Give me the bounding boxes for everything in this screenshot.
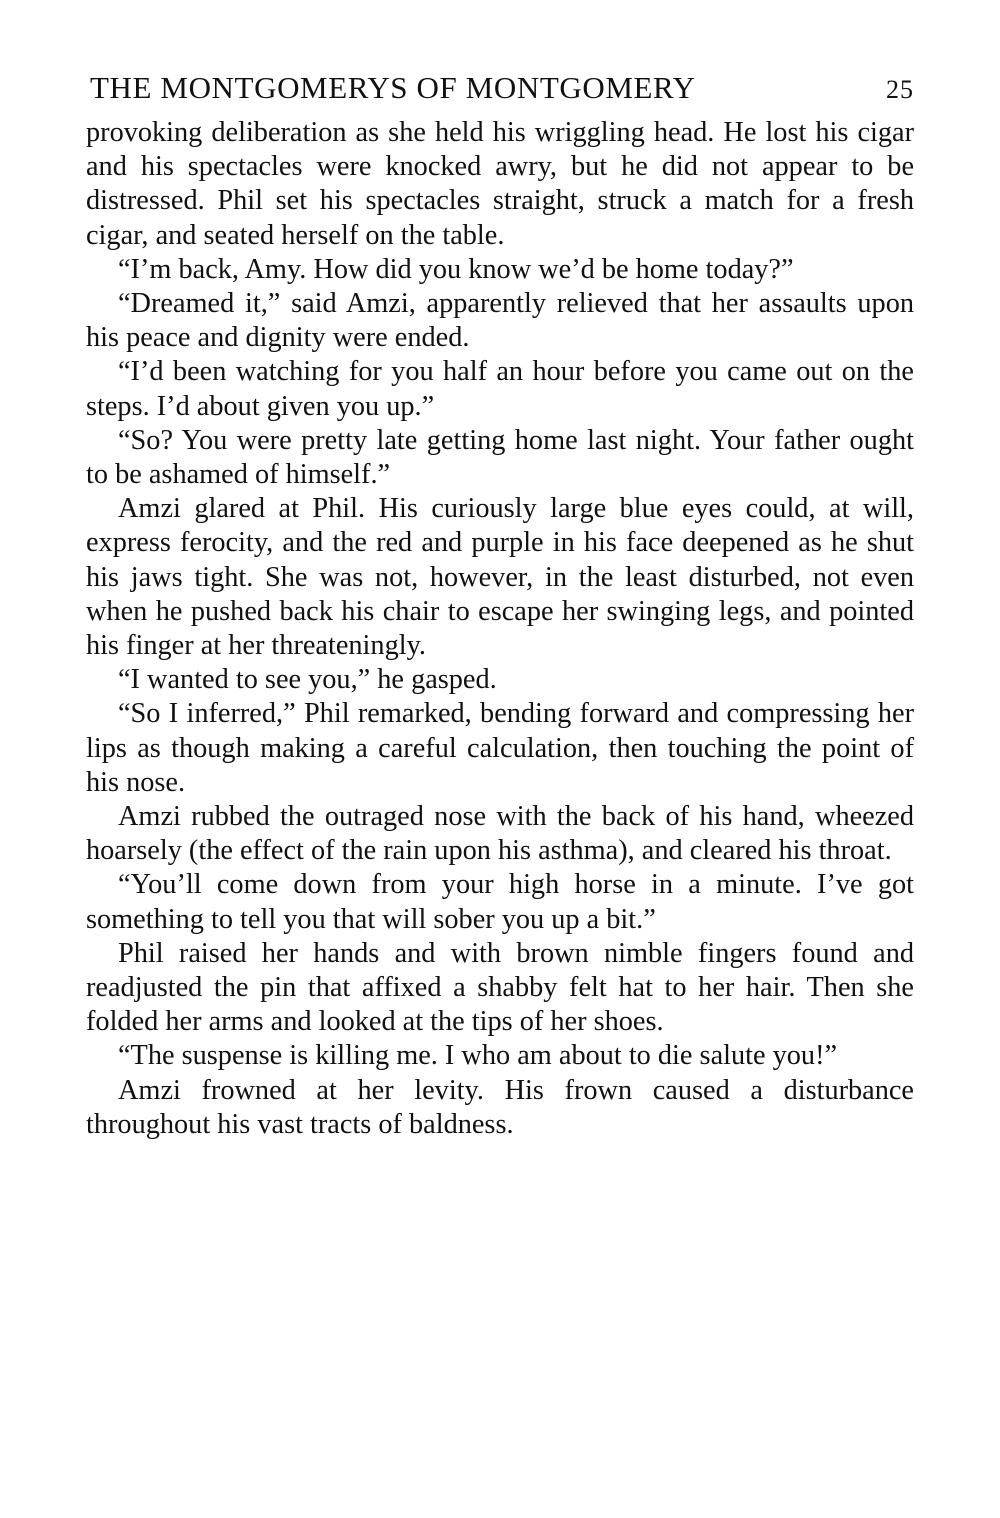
paragraph: “You’ll come down from your high horse in a minute. I’ve got something to tell you that will sober you up a bit.” xyxy=(86,869,914,935)
paragraph: Amzi rubbed the outraged nose with the back of his hand, wheezed hoarsely (the effect of the rain upon his asthma), and cleared his throat. xyxy=(86,801,914,867)
running-head-title: THE MONTGOMERYS OF MONTGOMERY xyxy=(90,70,696,105)
paragraph: “Dreamed it,” said Amzi, apparently relieved that her assaults upon his peace and dignity were ended. xyxy=(86,288,914,354)
paragraph: “I wanted to see you,” he gasped. xyxy=(118,664,497,696)
paragraph: “So? You were pretty late getting home last night. Your father ought to be ashamed of himself.” xyxy=(86,424,914,491)
paragraph: Amzi frowned at her levity. His frown caused a disturbance throughout his vast tracts of baldness. xyxy=(86,1074,914,1140)
paragraph: Phil raised her hands and with brown nimble fingers found and readjusted the pin that affixed a shabby felt hat to her hair. Then she folded her arms and looked at the tips of her shoes. xyxy=(86,937,914,1038)
paragraph: provoking deliberation as she held his wriggling head. He lost his cigar and his spectacles were knocked awry, but he did not appear to be distressed. Phil set his spectacles straight, struck a match for a fresh cigar, and seated herself on the table. xyxy=(86,117,914,251)
paragraph: “I’d been watching for you half an hour before you came out on the steps. I’d about given you up.” xyxy=(86,356,914,422)
paragraph: “I’m back, Amy. How did you know we’d be home today?” xyxy=(118,253,794,285)
running-head xyxy=(90,70,914,116)
paragraph: “The suspense is killing me. I who am about to die salute you!” xyxy=(118,1040,838,1072)
paragraph: Amzi glared at Phil. His curiously large blue eyes could, at will, express ferocity, and the red and purple in his face deepened as he shut his jaws tight. She was not, however, in the least disturbed, not even when he pushed back his chair to escape her swinging legs, and pointed his finger at her threateningly. xyxy=(86,493,914,662)
page-number: 25 xyxy=(886,75,914,104)
paragraph: “So I inferred,” Phil remarked, bending forward and compressing her lips as though making a careful calculation, then touching the point of his nose. xyxy=(86,698,914,798)
body-text xyxy=(86,116,914,1142)
book-page xyxy=(86,70,914,1142)
